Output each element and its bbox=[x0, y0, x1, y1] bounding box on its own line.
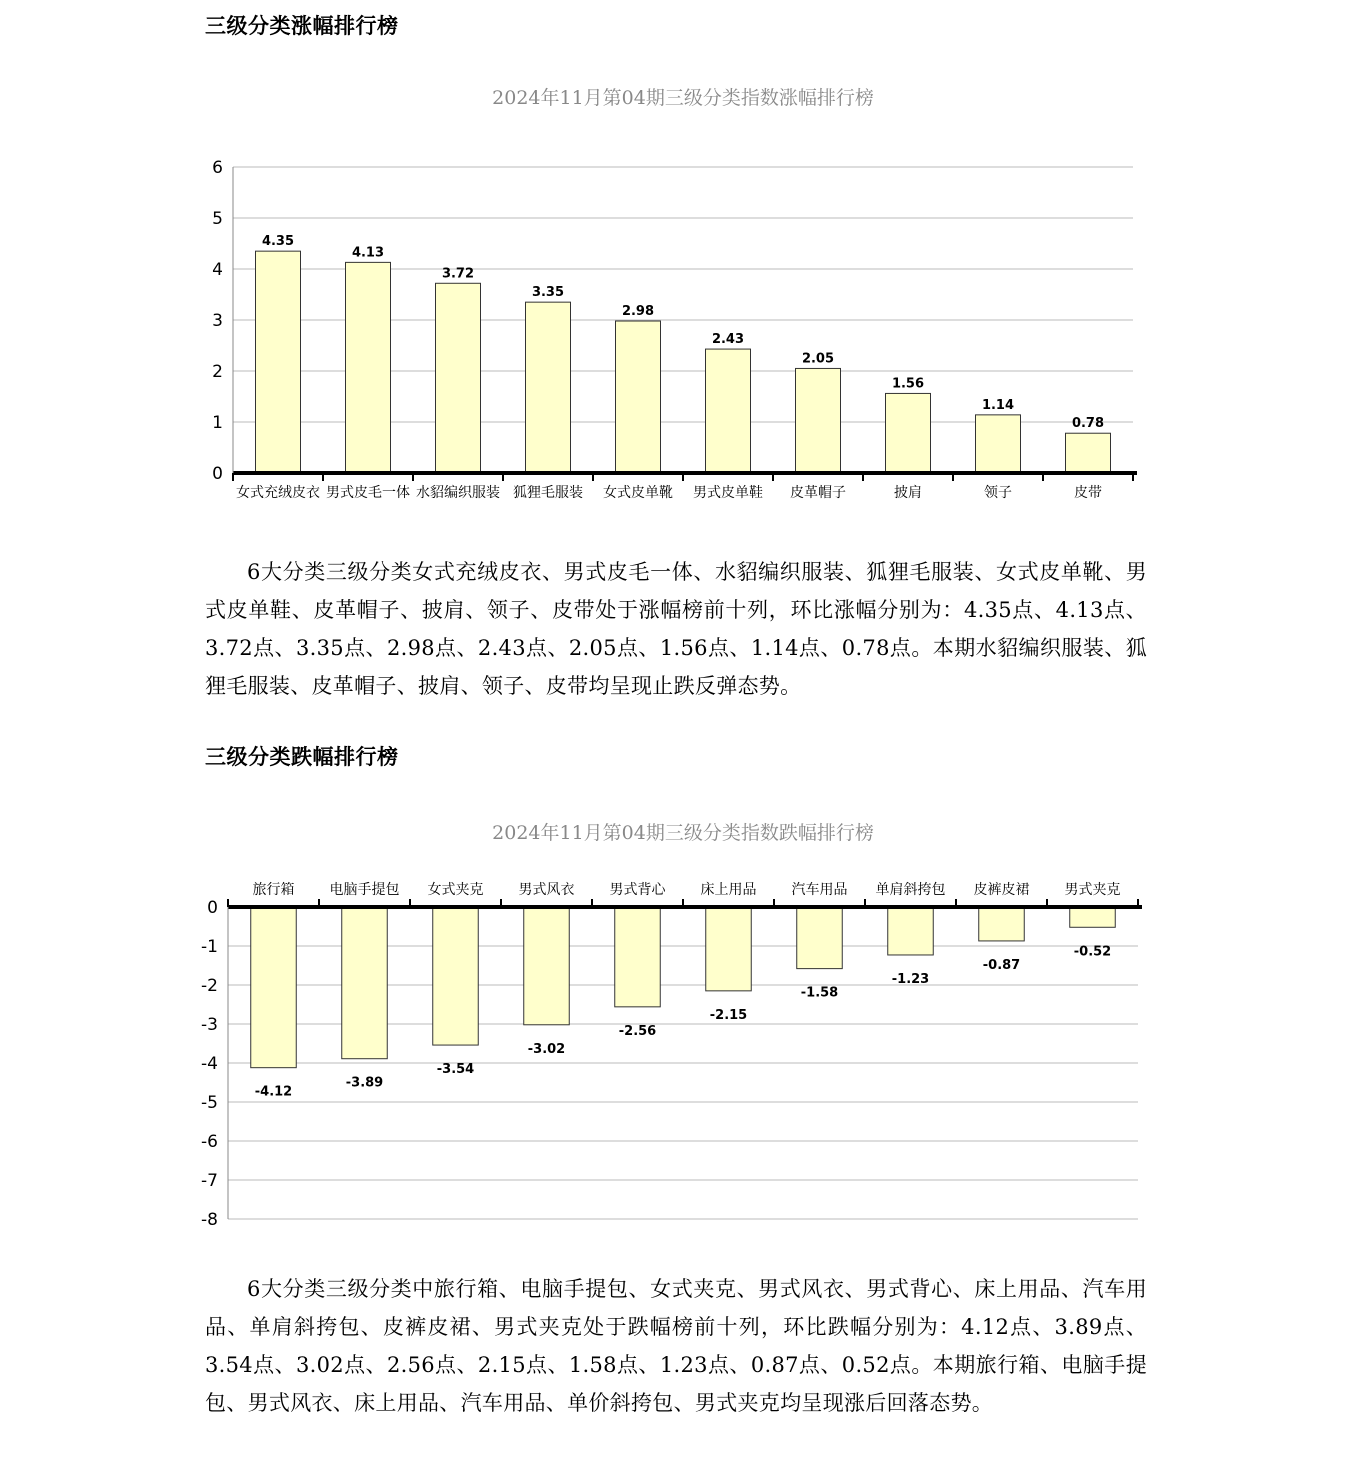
rise-bar bbox=[1066, 433, 1111, 473]
rise-section-heading: 三级分类涨幅排行榜 bbox=[205, 14, 399, 38]
fall-category-label: 男式风衣 bbox=[518, 882, 575, 898]
fall-chart-title: 2024年11月第04期三级分类指数跌幅排行榜 bbox=[492, 822, 874, 844]
fall-data-label: -0.87 bbox=[982, 957, 1021, 973]
rise-category-label: 领子 bbox=[984, 485, 1012, 501]
fall-y-tick-label: -6 bbox=[201, 1132, 218, 1152]
rise-bar bbox=[976, 415, 1021, 473]
fall-bar bbox=[251, 907, 297, 1068]
fall-category-label: 男式夹克 bbox=[1064, 882, 1121, 898]
fall-data-label: -2.15 bbox=[709, 1007, 748, 1023]
fall-category-label: 男式背心 bbox=[609, 882, 666, 898]
rise-bar bbox=[346, 262, 391, 473]
fall-category-label: 女式夹克 bbox=[427, 882, 484, 898]
rise-data-label: 4.35 bbox=[261, 234, 295, 250]
rise-bar bbox=[256, 251, 301, 473]
fall-bar bbox=[888, 907, 934, 955]
rise-category-label: 男式皮单鞋 bbox=[693, 485, 763, 501]
fall-data-label: -0.52 bbox=[1073, 944, 1112, 960]
fall-paragraph-text: 6大分类三级分类中旅行箱、电脑手提包、女式夹克、男式风衣、男式背心、床上用品、汽车用品、单肩斜挎包、皮裤皮裙、男式夹克处于跌幅榜前十列，环比跌幅分别为：4.12点、3.89点、3.54点、3.02点、2.56点、2.15点、1.58点、1.23点、0.87点、0.52点。本期旅行箱、电脑手提包、男式风衣、床上用品、汽车用品、单价斜挎包、男式夹克均呈现涨后回落态势。 bbox=[205, 1277, 1147, 1415]
rise-y-tick-label: 5 bbox=[212, 209, 223, 229]
rise-bar-chart bbox=[0, 70, 1348, 520]
fall-data-label: -2.56 bbox=[618, 1023, 657, 1039]
fall-bar bbox=[615, 907, 661, 1007]
fall-bar bbox=[706, 907, 752, 991]
rise-bar bbox=[616, 321, 661, 473]
rise-category-label: 水貂编织服装 bbox=[416, 485, 500, 501]
rise-paragraph-text: 6大分类三级分类女式充绒皮衣、男式皮毛一体、水貂编织服装、狐狸毛服装、女式皮单靴、男式皮单鞋、皮革帽子、披肩、领子、皮带处于涨幅榜前十列，环比涨幅分别为：4.35点、4.13点、3.72点、3.35点、2.98点、2.43点、2.05点、1.56点、1.14点、0.78点。本期水貂编织服装、狐狸毛服装、皮革帽子、披肩、领子、皮带均呈现止跌反弹态势。 bbox=[205, 560, 1147, 698]
rise-y-tick-label: 2 bbox=[212, 362, 223, 382]
fall-y-tick-label: -3 bbox=[201, 1015, 218, 1035]
rise-bar bbox=[436, 283, 481, 473]
rise-category-label: 披肩 bbox=[894, 485, 922, 501]
fall-y-tick-label: -2 bbox=[201, 976, 218, 996]
fall-paragraph bbox=[205, 1270, 1147, 1422]
rise-y-tick-label: 1 bbox=[212, 413, 223, 433]
fall-chart bbox=[0, 800, 1348, 1250]
rise-bar bbox=[796, 368, 841, 473]
rise-bar bbox=[526, 302, 571, 473]
fall-category-label: 床上用品 bbox=[700, 882, 757, 898]
fall-bar bbox=[979, 907, 1025, 941]
rise-data-label: 3.72 bbox=[441, 266, 475, 282]
rise-category-label: 狐狸毛服装 bbox=[513, 485, 583, 501]
fall-y-tick-label: 0 bbox=[207, 898, 218, 918]
rise-chart-title: 2024年11月第04期三级分类指数涨幅排行榜 bbox=[492, 87, 874, 109]
rise-chart bbox=[0, 70, 1348, 520]
rise-data-label: 1.14 bbox=[981, 397, 1015, 413]
fall-data-label: -4.12 bbox=[254, 1084, 293, 1100]
rise-y-tick-label: 4 bbox=[212, 260, 223, 280]
rise-data-label: 4.13 bbox=[351, 245, 385, 261]
fall-bar-chart bbox=[0, 800, 1348, 1250]
fall-y-tick-label: -7 bbox=[201, 1171, 218, 1191]
fall-bar bbox=[524, 907, 570, 1025]
fall-y-tick-label: -8 bbox=[201, 1210, 218, 1230]
fall-bar bbox=[342, 907, 388, 1059]
rise-category-label: 皮带 bbox=[1074, 485, 1102, 501]
rise-y-tick-label: 3 bbox=[212, 311, 223, 331]
fall-category-label: 皮裤皮裙 bbox=[973, 882, 1030, 898]
rise-category-label: 女式皮单靴 bbox=[603, 485, 673, 501]
fall-bar bbox=[433, 907, 479, 1045]
fall-category-label: 电脑手提包 bbox=[329, 882, 400, 898]
rise-bar bbox=[706, 349, 751, 473]
rise-y-tick-label: 0 bbox=[212, 464, 223, 484]
rise-category-label: 男式皮毛一体 bbox=[326, 485, 410, 501]
fall-bar bbox=[797, 907, 843, 969]
rise-category-label: 女式充绒皮衣 bbox=[236, 485, 320, 501]
fall-bar bbox=[1070, 907, 1116, 927]
rise-data-label: 3.35 bbox=[531, 285, 565, 301]
fall-category-label: 汽车用品 bbox=[791, 882, 848, 898]
fall-category-label: 单肩斜挎包 bbox=[875, 882, 946, 898]
fall-category-label: 旅行箱 bbox=[252, 882, 295, 898]
rise-data-label: 2.98 bbox=[621, 304, 655, 320]
fall-section-heading: 三级分类跌幅排行榜 bbox=[205, 745, 399, 769]
fall-data-label: -3.89 bbox=[345, 1075, 384, 1091]
rise-data-label: 1.56 bbox=[891, 376, 925, 392]
rise-bar bbox=[886, 393, 931, 473]
rise-data-label: 2.43 bbox=[711, 332, 745, 348]
fall-y-tick-label: -1 bbox=[201, 937, 218, 957]
fall-data-label: -1.58 bbox=[800, 985, 839, 1001]
rise-y-tick-label: 6 bbox=[212, 158, 223, 178]
rise-category-label: 皮革帽子 bbox=[790, 485, 846, 501]
fall-data-label: -3.02 bbox=[527, 1041, 566, 1057]
fall-data-label: -3.54 bbox=[436, 1062, 475, 1078]
fall-y-tick-label: -5 bbox=[201, 1093, 218, 1113]
fall-y-tick-label: -4 bbox=[201, 1054, 218, 1074]
rise-data-label: 2.05 bbox=[801, 351, 835, 367]
fall-data-label: -1.23 bbox=[891, 971, 930, 987]
rise-data-label: 0.78 bbox=[1071, 416, 1105, 432]
rise-paragraph bbox=[205, 553, 1147, 705]
